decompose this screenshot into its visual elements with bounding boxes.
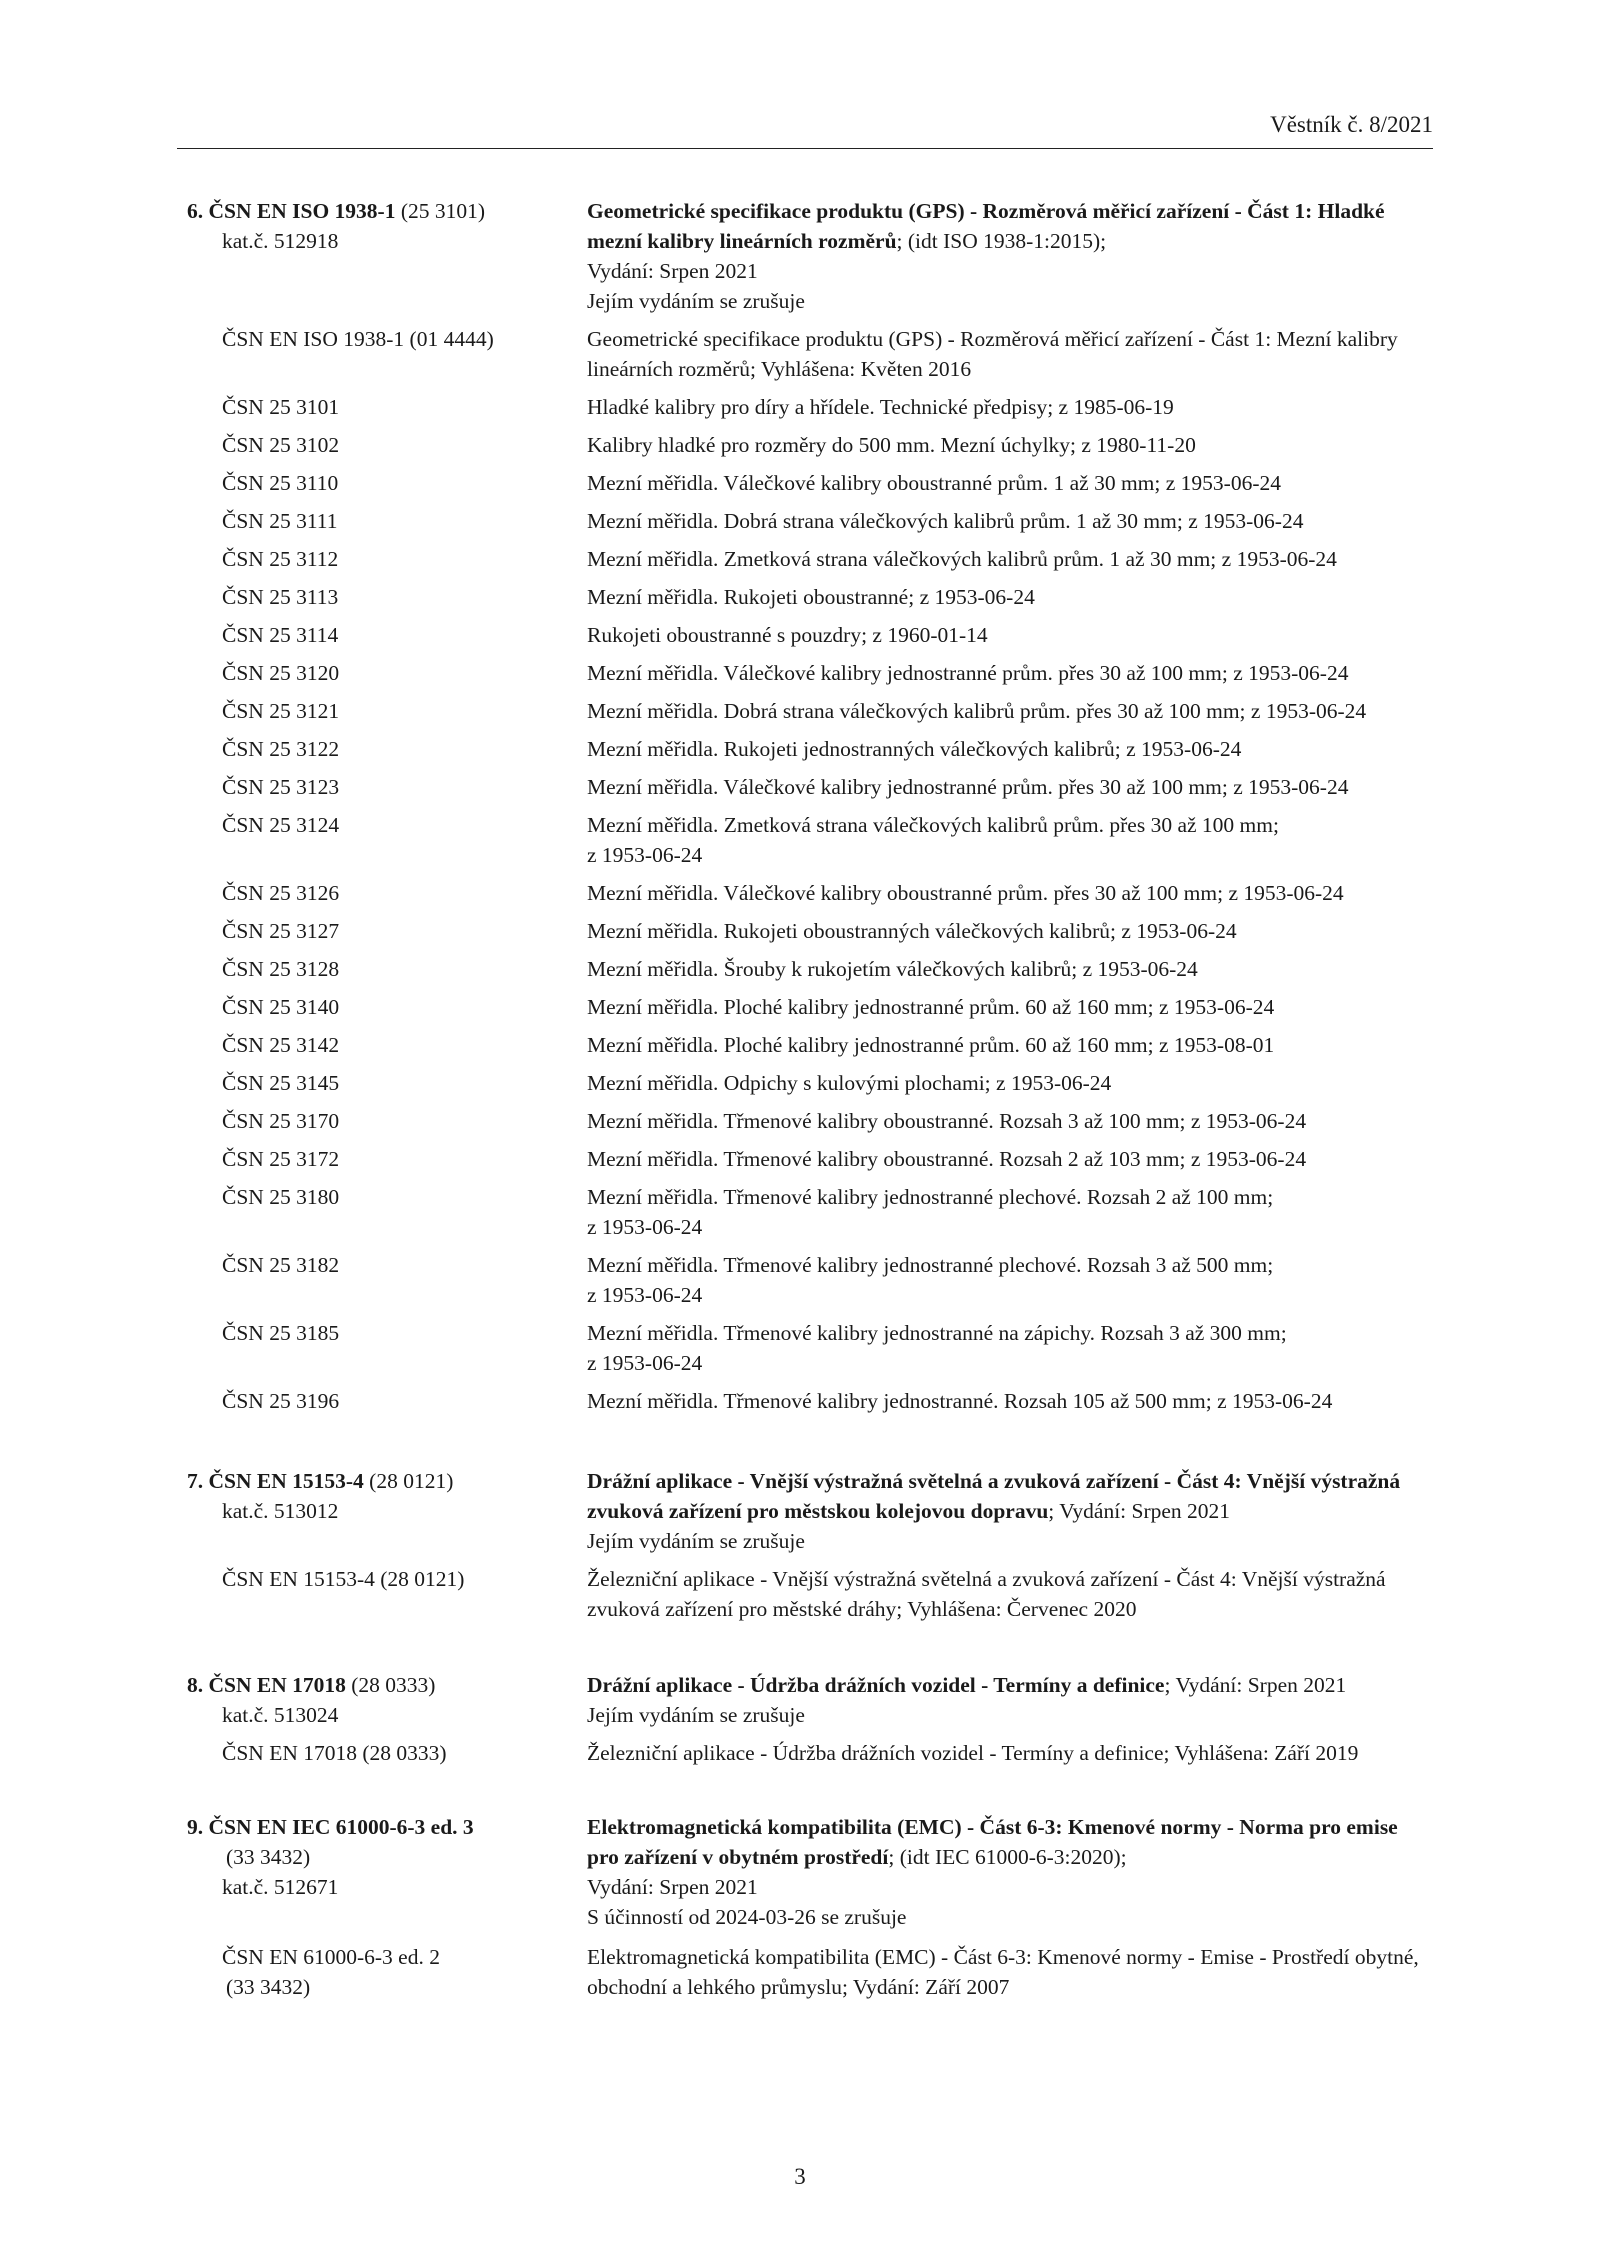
replaced-description: Železniční aplikace - Údržba drážních vozidel - Termíny a definice; Vyhlášena: Září 2019 (587, 1741, 1359, 1765)
replaced-code: ČSN 25 3121 (222, 699, 340, 723)
replaced-standard (187, 916, 1434, 946)
entry-description (587, 1812, 1434, 1932)
standard-title: Elektromagnetická kompatibilita (EMC) - Část 6-3: Kmenové normy - Norma pro emise pro zařízení v obytném prostředí (587, 1815, 1398, 1869)
replaced-description-line: z 1953-06-24 (587, 843, 703, 867)
replaced-description: Mezní měřidla. Třmenové kalibry jednostranné. Rozsah 105 až 500 mm; z 1953-06-24 (587, 1389, 1333, 1413)
catalog-number: kat.č. 513024 (222, 1703, 339, 1727)
replaced-description: Geometrické specifikace produktu (GPS) - Rozměrová měřicí zařízení - Část 1: Mezní kalibry lineárních rozměrů; Vyhlášena: Květen 2016 (587, 327, 1398, 381)
entry-description (587, 1466, 1434, 1556)
replaced-description: Mezní měřidla. Ploché kalibry jednostranné prům. 60 až 160 mm; z 1953-06-24 (587, 995, 1275, 1019)
standard-entry-8 (187, 1670, 1434, 1768)
replaced-code: ČSN 25 3123 (222, 775, 340, 799)
entry-id (187, 1466, 587, 1556)
replaced-code: ČSN EN 15153-4 (28 0121) (222, 1567, 465, 1591)
replaced-code: ČSN 25 3122 (222, 737, 340, 761)
replaced-standard (187, 1250, 1434, 1310)
replaced-description-line: z 1953-06-24 (587, 1215, 703, 1239)
replaced-code: ČSN 25 3172 (222, 1147, 340, 1171)
replaced-standard (187, 658, 1434, 688)
replaced-code: ČSN 25 3124 (222, 813, 340, 837)
replaced-description: Mezní měřidla. Ploché kalibry jednostranné prům. 60 až 160 mm; z 1953-08-01 (587, 1033, 1275, 1057)
replaced-code-line: ČSN EN 61000-6-3 ed. 2 (222, 1945, 440, 1969)
entry-number: 6. (187, 199, 204, 223)
replaced-code: ČSN 25 3110 (222, 471, 339, 495)
replaced-description: Železniční aplikace - Vnější výstražná světelná a zvuková zařízení - Část 4: Vnější výstražná zvuková zařízení pro městské dráhy; Vyhlášena: Červenec 2020 (587, 1567, 1386, 1621)
class-code: (28 0333) (351, 1673, 436, 1697)
issue-date: Vydání: Srpen 2021 (587, 259, 758, 283)
replaced-standard (187, 392, 1434, 422)
catalog-number: kat.č. 513012 (222, 1499, 339, 1523)
replaced-code: ČSN 25 3120 (222, 661, 340, 685)
replaced-standard (187, 1106, 1434, 1136)
standard-title: Drážní aplikace - Vnější výstražná světelná a zvuková zařízení - Část 4: Vnější výstražná zvuková zařízení pro městskou kolejovou dopravu (587, 1469, 1401, 1523)
page-header (177, 112, 1433, 149)
replaced-description: Rukojeti oboustranné s pouzdry; z 1960-01-14 (587, 623, 988, 647)
entry-number: 9. (187, 1815, 204, 1839)
entry-number: 8. (187, 1673, 204, 1697)
replaced-description: Mezní měřidla. Válečkové kalibry jednostranné prům. přes 30 až 100 mm; z 1953-06-24 (587, 775, 1349, 799)
standard-entry-7 (187, 1466, 1434, 1624)
replaced-code (187, 1942, 587, 2002)
replaced-standard (187, 954, 1434, 984)
replaced-standard (187, 430, 1434, 460)
standard-code: ČSN EN ISO 1938-1 (208, 199, 396, 223)
standard-title-rest: ; (idt IEC 61000-6-3:2020); (888, 1845, 1127, 1869)
replaced-code: ČSN 25 3114 (222, 623, 339, 647)
replaced-code: ČSN EN 17018 (28 0333) (222, 1741, 447, 1765)
replaced-class-code: (33 3432) (226, 1975, 311, 1999)
entry-id (187, 196, 587, 316)
standard-code: ČSN EN 15153-4 (208, 1469, 364, 1493)
replaced-standard (187, 772, 1434, 802)
replaced-standard (187, 506, 1434, 536)
cancellation-note: Jejím vydáním se zrušuje (587, 1703, 805, 1727)
replaced-code: ČSN 25 3196 (222, 1389, 340, 1413)
replaced-description (587, 1318, 1434, 1378)
replaced-standard (187, 878, 1434, 908)
class-code: (25 3101) (400, 199, 486, 223)
replaced-description (587, 810, 1434, 870)
replaced-code: ČSN 25 3127 (222, 919, 340, 943)
replaced-standard (187, 324, 1434, 384)
replaced-description: Mezní měřidla. Šrouby k rukojetím válečkových kalibrů; z 1953-06-24 (587, 957, 1198, 981)
replaced-standard (187, 620, 1434, 650)
cancellation-note: S účinností od 2024-03-26 se zrušuje (587, 1905, 907, 1929)
replaced-standard (187, 1144, 1434, 1174)
replaced-standard (187, 1564, 1434, 1624)
standard-entry-9 (187, 1812, 1434, 2002)
replaced-code: ČSN 25 3140 (222, 995, 340, 1019)
replaced-code: ČSN 25 3180 (222, 1185, 340, 1209)
catalog-number: kat.č. 512918 (222, 229, 339, 253)
replaced-standard (187, 1318, 1434, 1378)
replaced-code: ČSN 25 3185 (222, 1321, 340, 1345)
replaced-description: Mezní měřidla. Dobrá strana válečkových kalibrů prům. přes 30 až 100 mm; z 1953-06-24 (587, 699, 1367, 723)
replaced-description (587, 1250, 1434, 1310)
replaced-standard (187, 1068, 1434, 1098)
issue-date: Vydání: Srpen 2021 (587, 1875, 758, 1899)
replaced-description: Mezní měřidla. Dobrá strana válečkových kalibrů prům. 1 až 30 mm; z 1953-06-24 (587, 509, 1304, 533)
replaced-standard (187, 1182, 1434, 1242)
replaced-code: ČSN 25 3112 (222, 547, 339, 571)
class-code: (33 3432) (226, 1845, 311, 1869)
standard-title-rest: ; (idt ISO 1938-1:2015); (896, 229, 1107, 253)
bulletin-title: Věstník č. 8/2021 (1270, 112, 1433, 137)
replaced-description: Mezní měřidla. Válečkové kalibry oboustranné prům. 1 až 30 mm; z 1953-06-24 (587, 471, 1281, 495)
cancellation-note: Jejím vydáním se zrušuje (587, 289, 805, 313)
entry-description (587, 196, 1434, 316)
replaced-standard (187, 1030, 1434, 1060)
replaced-description: Hladké kalibry pro díry a hřídele. Technické předpisy; z 1985-06-19 (587, 395, 1174, 419)
replaced-code: ČSN 25 3113 (222, 585, 339, 609)
replaced-code: ČSN 25 3111 (222, 509, 338, 533)
standard-title: Geometrické specifikace produktu (GPS) - Rozměrová měřicí zařízení - Část 1: Hladké mezní kalibry lineárních rozměrů (587, 199, 1385, 253)
entry-id (187, 1670, 587, 1730)
standard-code: ČSN EN 17018 (208, 1673, 346, 1697)
standard-title-rest: ; Vydání: Srpen 2021 (1164, 1673, 1347, 1697)
replaced-description: Mezní měřidla. Třmenové kalibry oboustranné. Rozsah 2 až 103 mm; z 1953-06-24 (587, 1147, 1307, 1171)
cancellation-note: Jejím vydáním se zrušuje (587, 1529, 805, 1553)
replaced-description-line: Mezní měřidla. Třmenové kalibry jednostranné plechové. Rozsah 2 až 100 mm; (587, 1185, 1274, 1209)
replaced-description: Mezní měřidla. Rukojeti oboustranných válečkových kalibrů; z 1953-06-24 (587, 919, 1237, 943)
standard-title: Drážní aplikace - Údržba drážních vozidel - Termíny a definice (587, 1673, 1165, 1697)
replaced-code: ČSN 25 3126 (222, 881, 340, 905)
page-number: 3 (794, 2164, 806, 2189)
replaced-description-line: Mezní měřidla. Třmenové kalibry jednostranné plechové. Rozsah 3 až 500 mm; (587, 1253, 1274, 1277)
replaced-description: Mezní měřidla. Třmenové kalibry oboustranné. Rozsah 3 až 100 mm; z 1953-06-24 (587, 1109, 1307, 1133)
entry-id (187, 1812, 587, 1932)
replaced-description-line: Mezní měřidla. Zmetková strana válečkových kalibrů prům. přes 30 až 100 mm; (587, 813, 1279, 837)
standard-title-rest: ; Vydání: Srpen 2021 (1048, 1499, 1231, 1523)
replaced-standard (187, 1942, 1434, 2002)
replaced-description: Elektromagnetická kompatibilita (EMC) - Část 6-3: Kmenové normy - Emise - Prostředí obytné, obchodní a lehkého průmyslu; Vydání: Září 2007 (587, 1945, 1419, 1999)
replaced-description: Mezní měřidla. Rukojeti oboustranné; z 1953-06-24 (587, 585, 1035, 609)
replaced-standard (187, 1386, 1434, 1416)
class-code: (28 0121) (369, 1469, 454, 1493)
replaced-description (587, 1182, 1434, 1242)
replaced-description-line: Mezní měřidla. Třmenové kalibry jednostranné na zápichy. Rozsah 3 až 300 mm; (587, 1321, 1287, 1345)
replaced-description-line: z 1953-06-24 (587, 1283, 703, 1307)
entry-number: 7. (187, 1469, 204, 1493)
replaced-code: ČSN 25 3182 (222, 1253, 340, 1277)
replaced-description: Mezní měřidla. Rukojeti jednostranných válečkových kalibrů; z 1953-06-24 (587, 737, 1242, 761)
entry-description (587, 1670, 1434, 1730)
replaced-description-line: z 1953-06-24 (587, 1351, 703, 1375)
replaced-standard (187, 468, 1434, 498)
replaced-standard (187, 992, 1434, 1022)
standard-code: ČSN EN IEC 61000-6-3 ed. 3 (208, 1815, 474, 1839)
replaced-standard (187, 544, 1434, 574)
replaced-standard (187, 1738, 1434, 1768)
replaced-code: ČSN 25 3128 (222, 957, 340, 981)
replaced-code: ČSN 25 3101 (222, 395, 340, 419)
standard-entry-6 (187, 196, 1434, 1416)
replaced-code: ČSN 25 3170 (222, 1109, 340, 1133)
catalog-number: kat.č. 512671 (222, 1875, 339, 1899)
replaced-description: Mezní měřidla. Válečkové kalibry oboustranné prům. přes 30 až 100 mm; z 1953-06-24 (587, 881, 1344, 905)
replaced-standard (187, 582, 1434, 612)
replaced-standard (187, 810, 1434, 870)
replaced-standard (187, 696, 1434, 726)
replaced-code: ČSN 25 3102 (222, 433, 340, 457)
replaced-code: ČSN 25 3142 (222, 1033, 340, 1057)
replaced-code: ČSN 25 3145 (222, 1071, 340, 1095)
replaced-code: ČSN EN ISO 1938-1 (01 4444) (222, 327, 494, 351)
replaced-description: Mezní měřidla. Válečkové kalibry jednostranné prům. přes 30 až 100 mm; z 1953-06-24 (587, 661, 1349, 685)
replaced-description: Kalibry hladké pro rozměry do 500 mm. Mezní úchylky; z 1980-11-20 (587, 433, 1196, 457)
replaced-description: Mezní měřidla. Zmetková strana válečkových kalibrů prům. 1 až 30 mm; z 1953-06-24 (587, 547, 1337, 571)
replaced-standard (187, 734, 1434, 764)
replaced-description: Mezní měřidla. Odpichy s kulovými plochami; z 1953-06-24 (587, 1071, 1112, 1095)
